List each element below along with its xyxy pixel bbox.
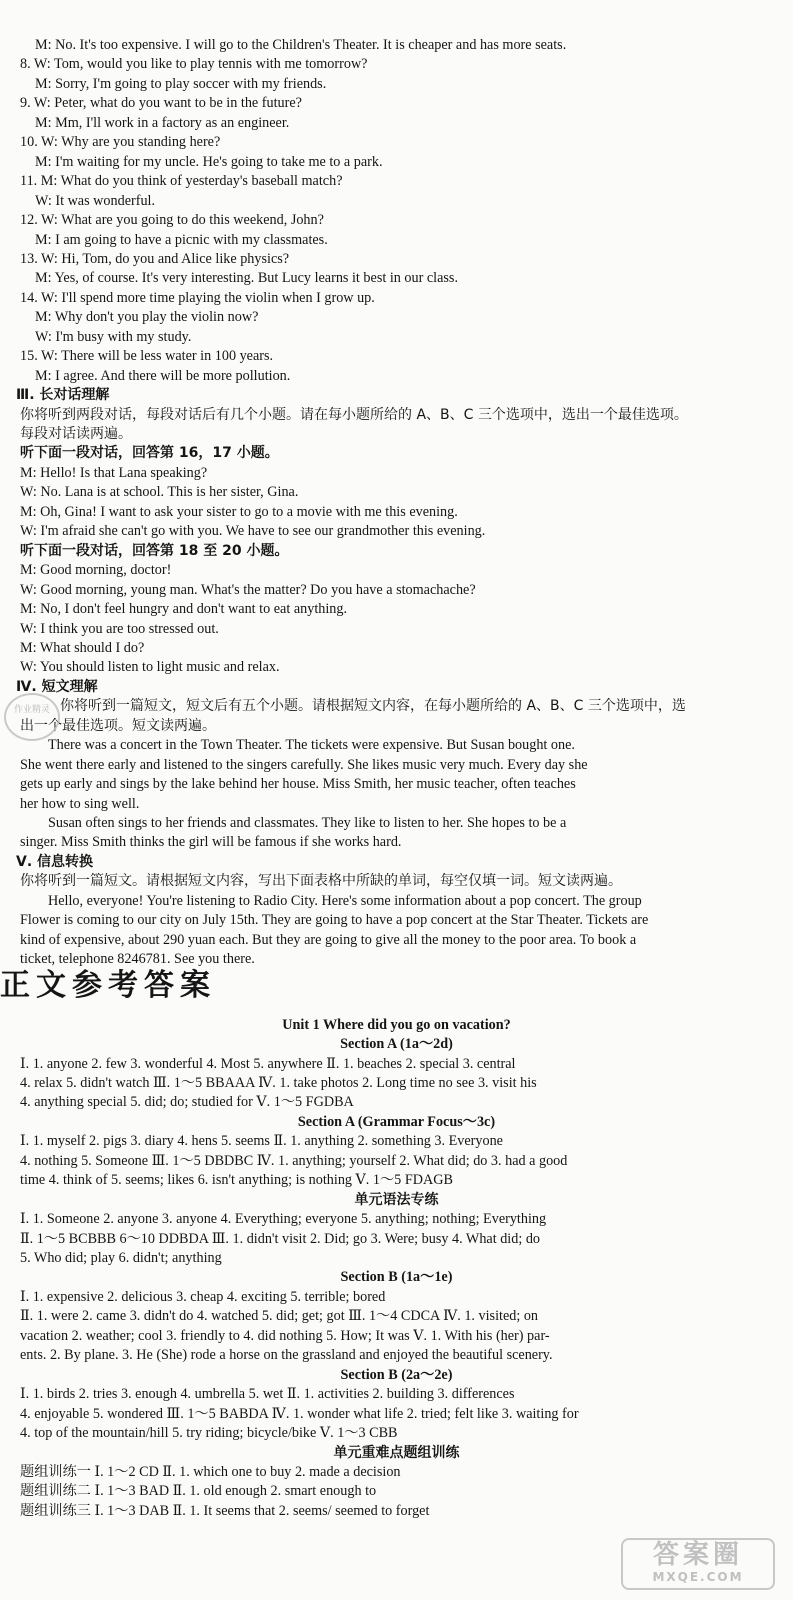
text-line: Flower is coming to our city on July 15th. They are going to have a pop concert at the Star Theater. Tickets are (20, 912, 649, 929)
text-line: W: No. Lana is at school. This is her sister, Gina. (20, 484, 299, 501)
text-line: W: I'm busy with my study. (35, 328, 192, 345)
text-line: Section A (1a～2d) (340, 1036, 453, 1053)
text-line: 每段对话读两遍。 (20, 426, 132, 442)
text-line: 正文参考答案 (0, 967, 216, 1003)
watermark-sub: MXQE.COM (652, 1570, 744, 1584)
text-line: 15. W: There will be less water in 100 years. (20, 348, 274, 365)
text-line: M: Why don't you play the violin now? (35, 309, 259, 326)
text-line: Ⅰ. 1. expensive 2. delicious 3. cheap 4. exciting 5. terrible; bored (20, 1288, 386, 1305)
text-line: 听下面一段对话，回答第 18 至 20 小题。 (20, 542, 289, 559)
text-line: W: You should listen to light music and relax. (20, 659, 280, 676)
text-line: 题组训练三 Ⅰ. 1～3 DAB Ⅱ. 1. It seems that 2. seems/ seemed to forget (20, 1502, 430, 1519)
text-line: 13. W: Hi, Tom, do you and Alice like physics? (20, 250, 290, 267)
text-line: Section A (Grammar Focus～3c) (297, 1113, 496, 1130)
text-line: Hello, everyone! You're listening to Radio City. Here's some information about a pop concert. The group (48, 892, 642, 909)
text-line: M: No. It's too expensive. I will go to the Children's Theater. It is cheaper and has more seats. (35, 37, 567, 53)
text-line: W: I think you are too stressed out. (20, 620, 219, 637)
text-line: Section B (2a～2e) (340, 1366, 453, 1383)
text-line: Ⅰ. 1. myself 2. pigs 3. diary 4. hens 5. seems Ⅱ. 1. anything 2. something 3. Everyone (20, 1133, 503, 1150)
text-line: M: Hello! Is that Lana speaking? (20, 464, 208, 481)
text-line: M: Oh, Gina! I want to ask your sister to go to a movie with me this evening. (20, 503, 458, 520)
text-line: 题组训练二 Ⅰ. 1～3 BAD Ⅱ. 1. old enough 2. smart enough to (20, 1483, 377, 1500)
text-line: There was a concert in the Town Theater. The tickets were expensive. But Susan bought one. (48, 737, 575, 754)
text-line: M: What should I do? (20, 639, 145, 656)
text-line: M: No, I don't feel hungry and don't want to eat anything. (20, 601, 348, 618)
text-line: 题组训练一 Ⅰ. 1～2 CD Ⅱ. 1. which one to buy 2. made a decision (20, 1463, 401, 1480)
text-line: Ⅲ. 长对话理解 (16, 387, 110, 404)
watermark-logo (621, 1538, 775, 1590)
text-line: 8. W: Tom, would you like to play tennis with me tomorrow? (20, 56, 368, 73)
text-line: 听下面一段对话，回答第 16，17 小题。 (20, 445, 279, 462)
text-line: singer. Miss Smith thinks the girl will be famous if she works hard. (20, 834, 402, 851)
text-line: gets up early and sings by the lake behind her house. Miss Smith, her music teacher, often teaches (20, 776, 576, 793)
text-line: M: Good morning, doctor! (20, 562, 172, 579)
text-line: time 4. think of 5. seems; likes 6. isn't anything; is nothing Ⅴ. 1～5 FDAGB (20, 1172, 453, 1189)
text-line: 10. W: Why are you standing here? (20, 134, 221, 151)
text-line: her how to sing well. (20, 795, 140, 812)
text-line: ticket, telephone 8246781. See you there. (20, 951, 255, 968)
text-line: Unit 1 Where did you go on vacation? (282, 1016, 511, 1033)
text-line: M: Yes, of course. It's very interesting. But Lucy learns it best in our class. (35, 270, 458, 287)
text-line: kind of expensive, about 290 yuan each. But they are going to give all the money to the poor area. To book a (20, 931, 637, 948)
text-line: M: Mm, I'll work in a factory as an engineer. (35, 114, 290, 131)
text-line: M: I am going to have a picnic with my classmates. (35, 231, 328, 248)
text-line: W: It was wonderful. (35, 192, 156, 209)
text-line: Ⅰ. 1. birds 2. tries 3. enough 4. umbrella 5. wet Ⅱ. 1. activities 2. building 3. differences (20, 1386, 515, 1403)
stamp-seal-icon: 作业精灵 (4, 693, 60, 741)
text-line: Ⅳ. 短文理解 (16, 678, 98, 695)
text-line: 4. nothing 5. Someone Ⅲ. 1～5 DBDBC Ⅳ. 1. anything; yourself 2. What did; do 3. had a good (20, 1152, 568, 1169)
text-line: 你将听到一篇短文。请根据短文内容，写出下面表格中所缺的单词，每空仅填一词。短文读两遍。 (20, 873, 622, 890)
text-line: 12. W: What are you going to do this weekend, John? (20, 212, 324, 229)
text-line: 单元重难点题组训练 (333, 1444, 460, 1461)
text-line: Ⅰ. 1. anyone 2. few 3. wonderful 4. Most 5. anywhere Ⅱ. 1. beaches 2. special 3. central (20, 1055, 516, 1072)
text-line: 你将听到一篇短文，短文后有五个小题。请根据短文内容，在每小题所给的 A、B、C 三个选项中，选 (60, 698, 686, 715)
text-line: ents. 2. By plane. 3. He (She) rode a horse on the grassland and enjoyed the beautiful scenery. (20, 1347, 553, 1364)
text-line: 11. M: What do you think of yesterday's baseball match? (20, 173, 343, 190)
text-line: Susan often sings to her friends and classmates. They like to listen to her. She hopes to be a (48, 815, 567, 831)
text-line: M: Sorry, I'm going to play soccer with my friends. (35, 75, 327, 92)
text-line: 4. anything special 5. did; do; studied for Ⅴ. 1～5 FGDBA (20, 1094, 354, 1111)
text-line: 4. relax 5. didn't watch Ⅲ. 1～5 BBAAA Ⅳ. 1. take photos 2. Long time no see 3. visit his (20, 1074, 537, 1091)
text-line: Ⅴ. 信息转换 (16, 853, 94, 870)
text-line: 9. W: Peter, what do you want to be in the future? (20, 95, 302, 112)
text-line: 4. top of the mountain/hill 5. try riding; bicycle/bike Ⅴ. 1～3 CBB (20, 1425, 398, 1442)
text-line: M: I agree. And there will be more pollution. (35, 367, 291, 384)
text-line: 单元语法专练 (354, 1191, 439, 1208)
text-line: Ⅰ. 1. Someone 2. anyone 3. anyone 4. Everything; everyone 5. anything; nothing; Everything (20, 1211, 547, 1228)
text-line: Section B (1a～1e) (340, 1269, 453, 1286)
watermark-main: 答案圈 (652, 1540, 743, 1570)
text-line: She went there early and listened to the singers carefully. She likes music very much. Every day she (20, 756, 588, 773)
text-line: Ⅱ. 1. were 2. came 3. didn't do 4. watched 5. did; get; got Ⅲ. 1～4 CDCA Ⅳ. 1. visited; on (20, 1308, 539, 1325)
text-line: W: I'm afraid she can't go with you. We have to see our grandmother this evening. (20, 523, 486, 540)
text-line: 4. enjoyable 5. wondered Ⅲ. 1～5 BABDA Ⅳ. 1. wonder what life 2. tried; felt like 3. waiting for (20, 1405, 579, 1422)
text-line: M: I'm waiting for my uncle. He's going to take me to a park. (35, 153, 383, 170)
text-line: vacation 2. weather; cool 3. friendly to 4. did nothing 5. How; It was Ⅴ. 1. With his (her) par- (20, 1327, 550, 1344)
text-line: 你将听到两段对话，每段对话后有几个小题。请在每小题所给的 A、B、C 三个选项中，选出一个最佳选项。 (20, 406, 688, 423)
text-line: W: Good morning, young man. What's the matter? Do you have a stomachache? (20, 581, 476, 598)
text-line: 5. Who did; play 6. didn't; anything (20, 1250, 222, 1266)
text-line: 出一个最佳选项。短文读两遍。 (20, 717, 216, 734)
text-line: Ⅱ. 1～5 BCBBB 6～10 DDBDA Ⅲ. 1. didn't visit 2. Did; go 3. Were; busy 4. What did; do (20, 1230, 541, 1247)
text-line: 14. W: I'll spend more time playing the violin when I grow up. (20, 289, 375, 306)
